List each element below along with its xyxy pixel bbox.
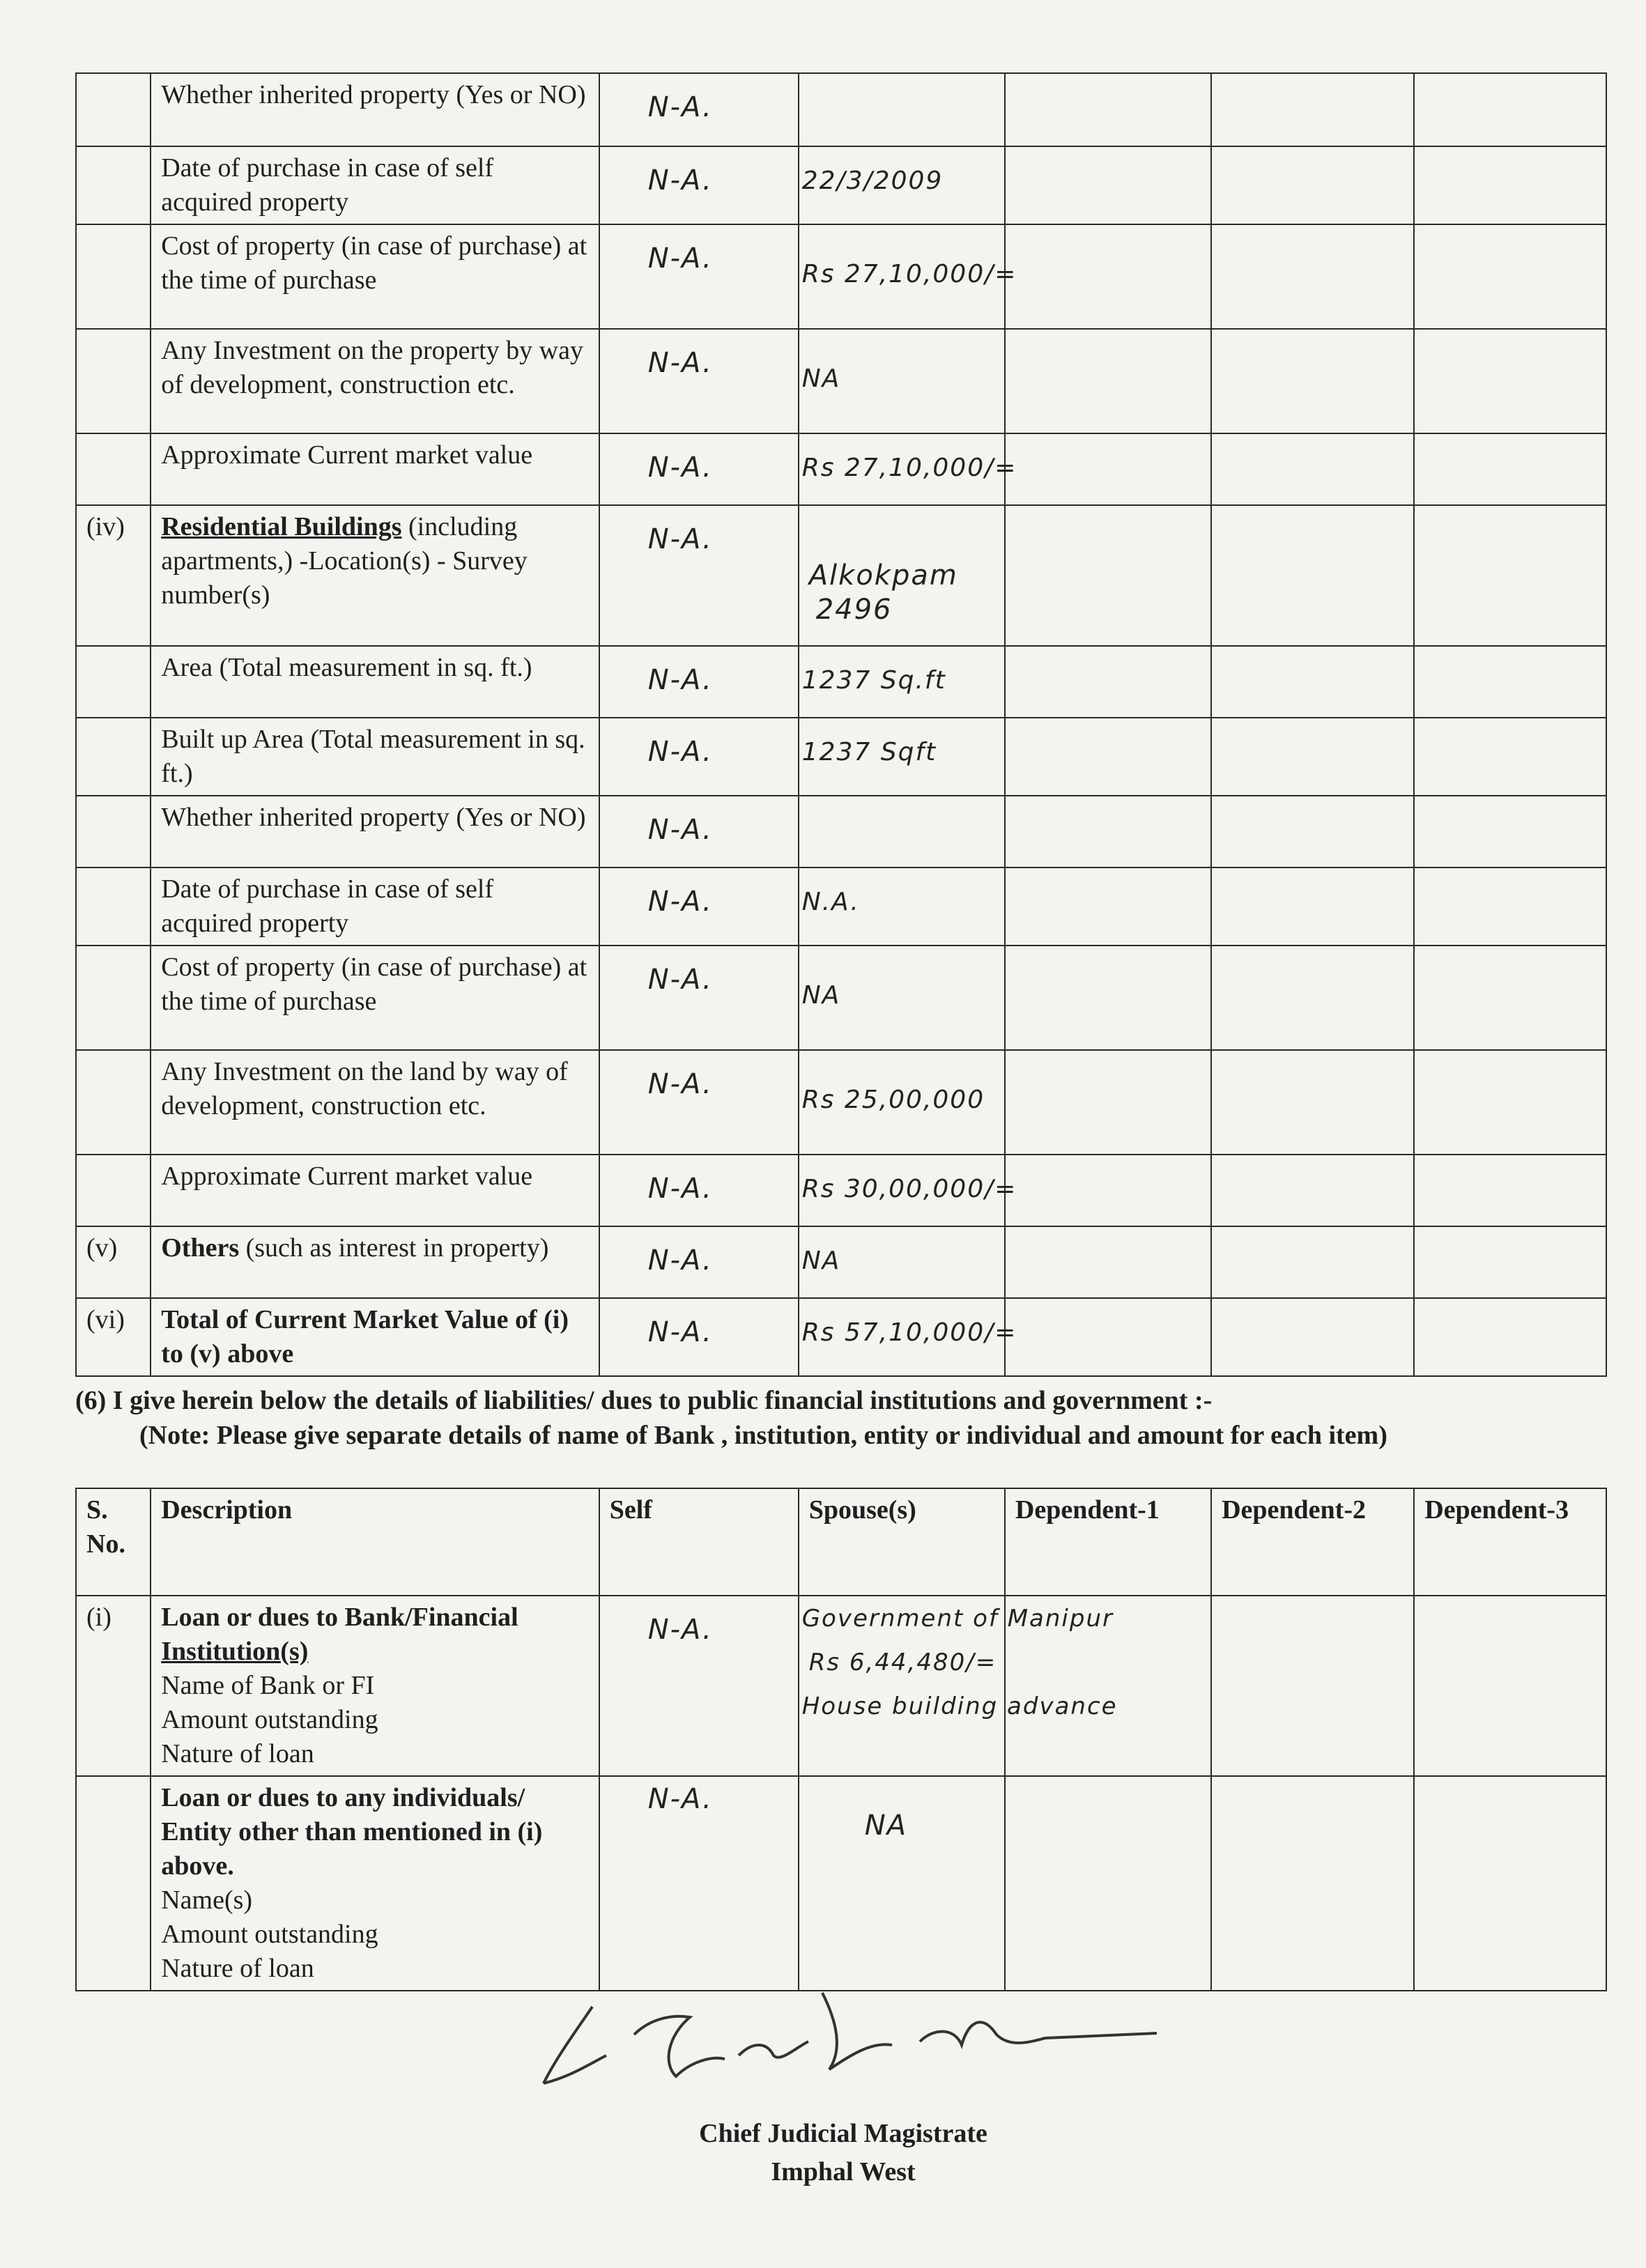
spouse-handwritten: 22/3/2009	[801, 167, 944, 195]
row-description-text: Cost of property (in case of purchase) at the time of purchase	[161, 231, 587, 295]
header-dependent-1: Dependent-1	[1005, 1488, 1211, 1596]
dependent-2-value	[1211, 867, 1414, 946]
spouse-loan-nature: House building advance	[801, 1692, 1118, 1720]
spouse-bank-name: Government of Manipur	[801, 1605, 1114, 1633]
spouse-handwritten: NA	[801, 1247, 841, 1275]
spouse-value	[799, 146, 1005, 224]
row-description-text: Approximate Current market value	[161, 440, 533, 470]
loan-individual-title: Loan or dues to any individuals/ Entity other than mentioned in (i) above.	[161, 1783, 543, 1881]
spouse-handwritten: 1237 Sqft	[801, 738, 937, 766]
row-number	[76, 433, 151, 505]
dependent-3-value	[1414, 73, 1606, 146]
self-handwritten: N-A.	[647, 1173, 713, 1205]
self-handwritten: N-A.	[647, 523, 713, 555]
dependent-1-value	[1005, 73, 1211, 146]
row-description-text: Whether inherited property (Yes or NO)	[161, 80, 586, 109]
dependent-2-value	[1211, 1226, 1414, 1298]
row-number	[76, 718, 151, 796]
table-row	[76, 1776, 1606, 1991]
row-description	[151, 73, 599, 146]
dependent-2-value	[1211, 1050, 1414, 1155]
self-value	[599, 224, 799, 329]
dependent-3-value	[1414, 946, 1606, 1050]
self-value	[599, 1298, 799, 1376]
header-spouse: Spouse(s)	[799, 1488, 1005, 1596]
dependent-2-value	[1211, 718, 1414, 796]
spouse-value	[799, 224, 1017, 329]
dependent-1-value	[1005, 867, 1211, 946]
self-value	[599, 73, 799, 146]
dependent-2-value	[1211, 1155, 1414, 1226]
self-value	[599, 1776, 799, 1991]
dependent-3-value	[1414, 433, 1606, 505]
self-handwritten: N-A.	[647, 664, 713, 696]
row-number	[76, 646, 151, 718]
dependent-2-value	[1211, 1776, 1414, 1991]
row-description-text: Any Investment on the land by way of development, construction etc.	[161, 1057, 568, 1120]
row-number	[76, 1050, 151, 1155]
row-description-bold: Residential Buildings	[161, 512, 402, 541]
dependent-2-value	[1211, 433, 1414, 505]
header-description: Description	[151, 1488, 599, 1596]
row-description-text: Approximate Current market value	[161, 1162, 533, 1191]
row-description	[151, 1298, 599, 1376]
dependent-1-value	[1005, 796, 1211, 867]
dependent-3-value	[1414, 646, 1606, 718]
row-description	[151, 796, 599, 867]
table-row	[76, 73, 1606, 146]
loan-bank-line-1: Name of Bank or FI	[161, 1671, 375, 1700]
self-value	[599, 505, 799, 646]
dependent-3-value	[1414, 224, 1606, 329]
dependent-3-value	[1414, 1226, 1606, 1298]
section-6-heading: (6) I give herein below the details of liabilities/ dues to public financial institutions and government :-	[75, 1386, 1213, 1415]
row-description	[151, 505, 599, 646]
table-row	[76, 1050, 1606, 1155]
self-handwritten: N-A.	[647, 164, 713, 196]
row-description-bold: Total of Current Market Value of (i) to (v) above	[161, 1305, 569, 1368]
spouse-value	[799, 796, 1005, 867]
dependent-3-value	[1414, 329, 1606, 433]
dependent-2-value	[1211, 329, 1414, 433]
header-self: Self	[599, 1488, 799, 1596]
self-handwritten: N-A.	[647, 1614, 713, 1646]
dependent-1-value	[1005, 1155, 1211, 1226]
self-value	[599, 1050, 799, 1155]
dependent-1-value	[1005, 1298, 1211, 1376]
dependent-2-value	[1211, 646, 1414, 718]
row-description-text: Built up Area (Total measurement in sq. ft.)	[161, 725, 585, 788]
dependent-2-value	[1211, 796, 1414, 867]
row-description-text: (including apartments,) -Location(s) - Survey number(s)	[161, 512, 528, 610]
table-row	[76, 867, 1606, 946]
table-row	[76, 1596, 1606, 1776]
spouse-handwritten: 1237 Sq.ft	[801, 666, 946, 695]
row-number	[76, 73, 151, 146]
self-handwritten: N-A.	[647, 1783, 713, 1815]
row-description	[151, 1050, 599, 1155]
row-description	[151, 1155, 599, 1226]
row-number: (i)	[76, 1596, 151, 1776]
row-number: (v)	[76, 1226, 151, 1298]
spouse-handwritten: Rs 25,00,000	[801, 1086, 985, 1114]
row-description	[151, 946, 599, 1050]
self-handwritten: N-A.	[647, 886, 713, 918]
spouse-value	[799, 1596, 1118, 1776]
dependent-3-value	[1414, 867, 1606, 946]
header-sno: S. No.	[76, 1488, 151, 1596]
self-handwritten: N-A.	[647, 242, 713, 275]
spouse-value	[799, 433, 1017, 505]
self-handwritten: N-A.	[647, 814, 713, 846]
dependent-3-value	[1414, 718, 1606, 796]
dependent-2-value	[1211, 946, 1414, 1050]
spouse-amount: Rs 6,44,480/=	[808, 1649, 997, 1676]
liabilities-table	[75, 1488, 1607, 1991]
spouse-handwritten	[802, 78, 994, 91]
table-row	[76, 329, 1606, 433]
table-row	[76, 1298, 1606, 1376]
dependent-2-value	[1211, 505, 1414, 646]
table-header-row	[76, 1488, 1606, 1596]
spouse-location: Alkokpam	[808, 560, 958, 592]
self-handwritten: N-A.	[647, 736, 713, 768]
spouse-value	[799, 505, 1005, 646]
row-description	[151, 646, 599, 718]
loan-bank-title-2: Institution(s)	[161, 1637, 309, 1666]
dependent-1-value	[1005, 146, 1211, 224]
spouse-value	[799, 1050, 1005, 1155]
dependent-1-value	[1005, 329, 1211, 433]
spouse-value	[799, 867, 1005, 946]
spouse-handwritten: NA	[801, 364, 841, 393]
self-handwritten: N-A.	[647, 91, 713, 123]
header-dependent-2: Dependent-2	[1211, 1488, 1414, 1596]
row-description	[151, 433, 599, 505]
spouse-value	[799, 646, 1005, 718]
self-handwritten: N-A.	[647, 964, 713, 996]
section-6-note: (Note: Please give separate details of name of Bank , institution, entity or individual and amount for each item)	[139, 1421, 1387, 1450]
dependent-3-value	[1414, 796, 1606, 867]
spouse-handwritten: NA	[864, 1810, 907, 1842]
table-row	[76, 718, 1606, 796]
dependent-1-value	[1005, 646, 1211, 718]
row-description-text: Area (Total measurement in sq. ft.)	[161, 653, 532, 682]
dependent-2-value	[1211, 73, 1414, 146]
spouse-value	[799, 1155, 1017, 1226]
dependent-1-value	[1005, 433, 1211, 505]
self-value	[599, 146, 799, 224]
row-description-text: (such as interest in property)	[239, 1233, 549, 1263]
row-number	[76, 1776, 151, 1991]
dependent-3-value	[1414, 146, 1606, 224]
spouse-handwritten	[802, 801, 994, 813]
signature-place: Imphal West	[771, 2157, 916, 2186]
spouse-handwritten: N.A.	[801, 888, 860, 916]
loan-bank-line-3: Nature of loan	[161, 1739, 314, 1768]
table-row	[76, 796, 1606, 867]
dependent-1-value	[1005, 1776, 1211, 1991]
table-row	[76, 1155, 1606, 1226]
loan-bank-title: Loan or dues to Bank/Financial	[161, 1603, 518, 1632]
dependent-2-value	[1211, 146, 1414, 224]
row-number: (vi)	[76, 1298, 151, 1376]
spouse-value	[799, 1298, 1017, 1376]
self-value	[599, 1226, 799, 1298]
row-description	[151, 146, 599, 224]
spouse-value	[799, 946, 1005, 1050]
spouse-handwritten: NA	[801, 981, 841, 1010]
row-number	[76, 796, 151, 867]
row-description	[151, 1776, 599, 1991]
row-description-text: Any Investment on the property by way of development, construction etc.	[161, 336, 583, 399]
row-number: (iv)	[76, 505, 151, 646]
spouse-value	[799, 73, 1005, 146]
row-description	[151, 1596, 599, 1776]
row-description-text: Whether inherited property (Yes or NO)	[161, 803, 586, 832]
row-number	[76, 867, 151, 946]
row-description	[151, 718, 599, 796]
self-value	[599, 646, 799, 718]
spouse-value	[799, 718, 1005, 796]
row-number	[76, 1155, 151, 1226]
self-handwritten: N-A.	[647, 347, 713, 379]
dependent-2-value	[1211, 224, 1414, 329]
loan-individual-line-1: Name(s)	[161, 1885, 253, 1915]
spouse-value	[799, 329, 1005, 433]
self-value	[599, 329, 799, 433]
table-row	[76, 1226, 1606, 1298]
self-value	[599, 718, 799, 796]
row-description	[151, 867, 599, 946]
signature-image	[530, 1979, 1185, 2118]
property-details-table	[75, 72, 1607, 1377]
dependent-1-value	[1005, 1050, 1211, 1155]
spouse-handwritten: Rs 30,00,000/=	[801, 1175, 1017, 1203]
self-value	[599, 796, 799, 867]
dependent-3-value	[1414, 1050, 1606, 1155]
self-handwritten: N-A.	[647, 452, 713, 484]
loan-individual-line-2: Amount outstanding	[161, 1920, 378, 1949]
row-number	[76, 146, 151, 224]
spouse-handwritten: Rs 27,10,000/=	[801, 454, 1017, 482]
row-number	[76, 329, 151, 433]
spouse-value	[799, 1226, 1005, 1298]
spouse-survey-number: 2496	[815, 594, 893, 626]
dependent-2-value	[1211, 1298, 1414, 1376]
self-value	[599, 946, 799, 1050]
row-description	[151, 1226, 599, 1298]
row-description	[151, 329, 599, 433]
row-description-text: Date of purchase in case of self acquired property	[161, 874, 494, 938]
row-number	[76, 946, 151, 1050]
table-row	[76, 224, 1606, 329]
table-row	[76, 146, 1606, 224]
dependent-3-value	[1414, 1596, 1606, 1776]
table-row	[76, 946, 1606, 1050]
self-value	[599, 867, 799, 946]
dependent-1-value	[1005, 224, 1211, 329]
table-row	[76, 505, 1606, 646]
self-handwritten: N-A.	[647, 1316, 713, 1348]
dependent-1-value	[1005, 946, 1211, 1050]
self-handwritten: N-A.	[647, 1068, 713, 1100]
dependent-3-value	[1414, 1155, 1606, 1226]
spouse-handwritten: Rs 27,10,000/=	[801, 260, 1017, 288]
spouse-value	[799, 1776, 1005, 1991]
header-dependent-3: Dependent-3	[1414, 1488, 1606, 1596]
dependent-3-value	[1414, 1776, 1606, 1991]
self-handwritten: N-A.	[647, 1244, 713, 1276]
dependent-2-value	[1211, 1596, 1414, 1776]
dependent-1-value	[1005, 505, 1211, 646]
row-description-text: Cost of property (in case of purchase) at the time of purchase	[161, 952, 587, 1016]
row-number	[76, 224, 151, 329]
self-value	[599, 1155, 799, 1226]
dependent-3-value	[1414, 1298, 1606, 1376]
dependent-3-value	[1414, 505, 1606, 646]
dependent-1-value	[1005, 1226, 1211, 1298]
row-description-text: Date of purchase in case of self acquired property	[161, 153, 494, 217]
loan-bank-line-2: Amount outstanding	[161, 1705, 378, 1734]
row-description	[151, 224, 599, 329]
loan-individual-line-3: Nature of loan	[161, 1954, 314, 1983]
self-value	[599, 433, 799, 505]
dependent-1-value	[1005, 718, 1211, 796]
spouse-handwritten: Rs 57,10,000/=	[801, 1318, 1017, 1347]
row-description-bold: Others	[161, 1233, 240, 1263]
table-row	[76, 646, 1606, 718]
signature-title: Chief Judicial Magistrate	[699, 2119, 987, 2148]
table-row	[76, 433, 1606, 505]
self-value	[599, 1596, 799, 1776]
